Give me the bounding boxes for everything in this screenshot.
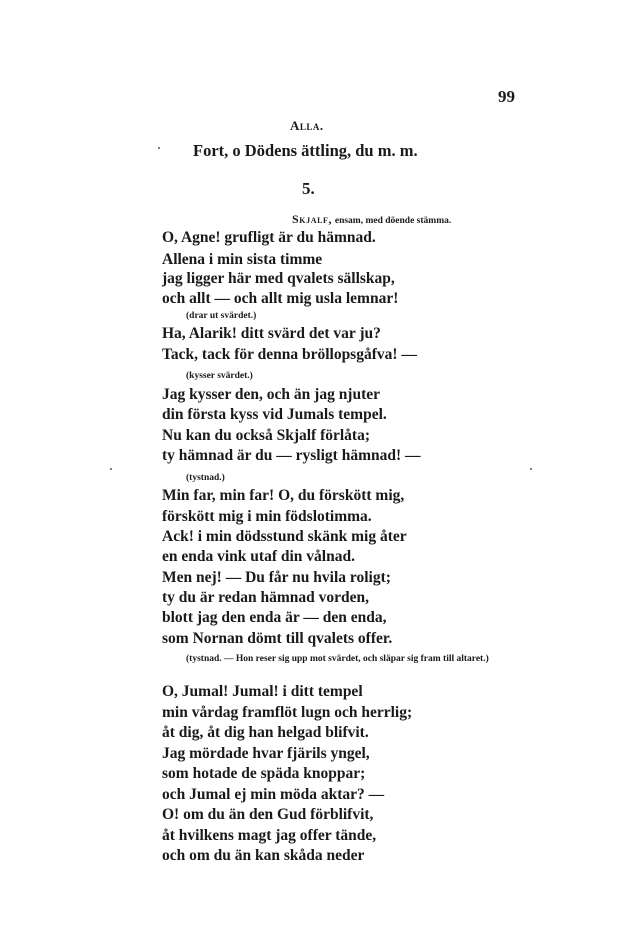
verse-line: Men nej! — Du får nu hvila roligt; [162, 569, 391, 586]
verse-line: min vårdag framflöt lugn och herrlig; [162, 704, 413, 721]
verse-line: åt dig, åt dig han helgad blifvit. [162, 724, 369, 741]
verse-line: Ha, Alarik! ditt svärd det var ju? [162, 325, 381, 342]
verse-line: O, Agne! grufligt är du hämnad. [162, 229, 376, 246]
print-speck [158, 147, 160, 149]
verse-line: Jag kysser den, och än jag njuter [162, 386, 381, 403]
verse-line: förskött mig i min födslotimma. [162, 508, 372, 525]
stage-direction: (kysser svärdet.) [186, 371, 253, 381]
verse-line: Allena i min sista timme [162, 251, 323, 268]
speaker-description: ensam, med döende stämma. [334, 216, 452, 226]
verse-line: Min far, min far! O, du förskött mig, [162, 487, 405, 504]
verse-line: och om du än kan skåda neder [162, 847, 365, 864]
verse-line: som Nornan dömt till qvalets offer. [162, 630, 393, 647]
print-speck [530, 468, 532, 470]
verse-line: jag ligger här med qvalets sällskap, [162, 270, 395, 287]
verse-line: Jag mördade hvar fjärils yngel, [162, 745, 370, 762]
verse-line: och Jumal ej min möda aktar? — [162, 786, 385, 803]
verse-line: ty hämnad är du — rysligt hämnad! — [162, 447, 421, 464]
verse-line-all: Fort, o Dödens ättling, du m. m. [193, 141, 418, 160]
speaker-heading-all: Alla. [290, 118, 324, 133]
verse-line: en enda vink utaf din vålnad. [162, 548, 355, 565]
speaker-name: Skjalf, [292, 212, 333, 226]
verse-line: Ack! i min dödsstund skänk mig åter [162, 528, 407, 545]
stage-direction: (tystnad. — Hon reser sig upp mot svärdet, och släpar sig fram till altaret.) [186, 654, 489, 664]
verse-line: blott jag den enda är — den enda, [162, 609, 387, 626]
verse-line: som hotade de späda knoppar; [162, 765, 366, 782]
verse-line: Tack, tack för denna bröllopsgåfva! — [162, 346, 417, 363]
page-number: 99 [498, 87, 515, 106]
scene-number: 5. [302, 179, 315, 198]
verse-line: O, Jumal! Jumal! i ditt tempel [162, 683, 363, 700]
speaker-heading-skjalf [292, 212, 451, 227]
print-speck [110, 468, 112, 470]
verse-line: åt hvilkens magt jag offer tände, [162, 827, 377, 844]
verse-line: och allt — och allt mig usla lemnar! [162, 290, 399, 307]
stage-direction: (tystnad.) [186, 473, 225, 483]
verse-line: ty du är redan hämnad vorden, [162, 589, 369, 606]
verse-line: O! om du än den Gud förblifvit, [162, 806, 374, 823]
stage-direction: (drar ut svärdet.) [186, 311, 257, 321]
verse-line: Nu kan du också Skjalf förlåta; [162, 427, 370, 444]
verse-line: din första kyss vid Jumals tempel. [162, 406, 387, 423]
